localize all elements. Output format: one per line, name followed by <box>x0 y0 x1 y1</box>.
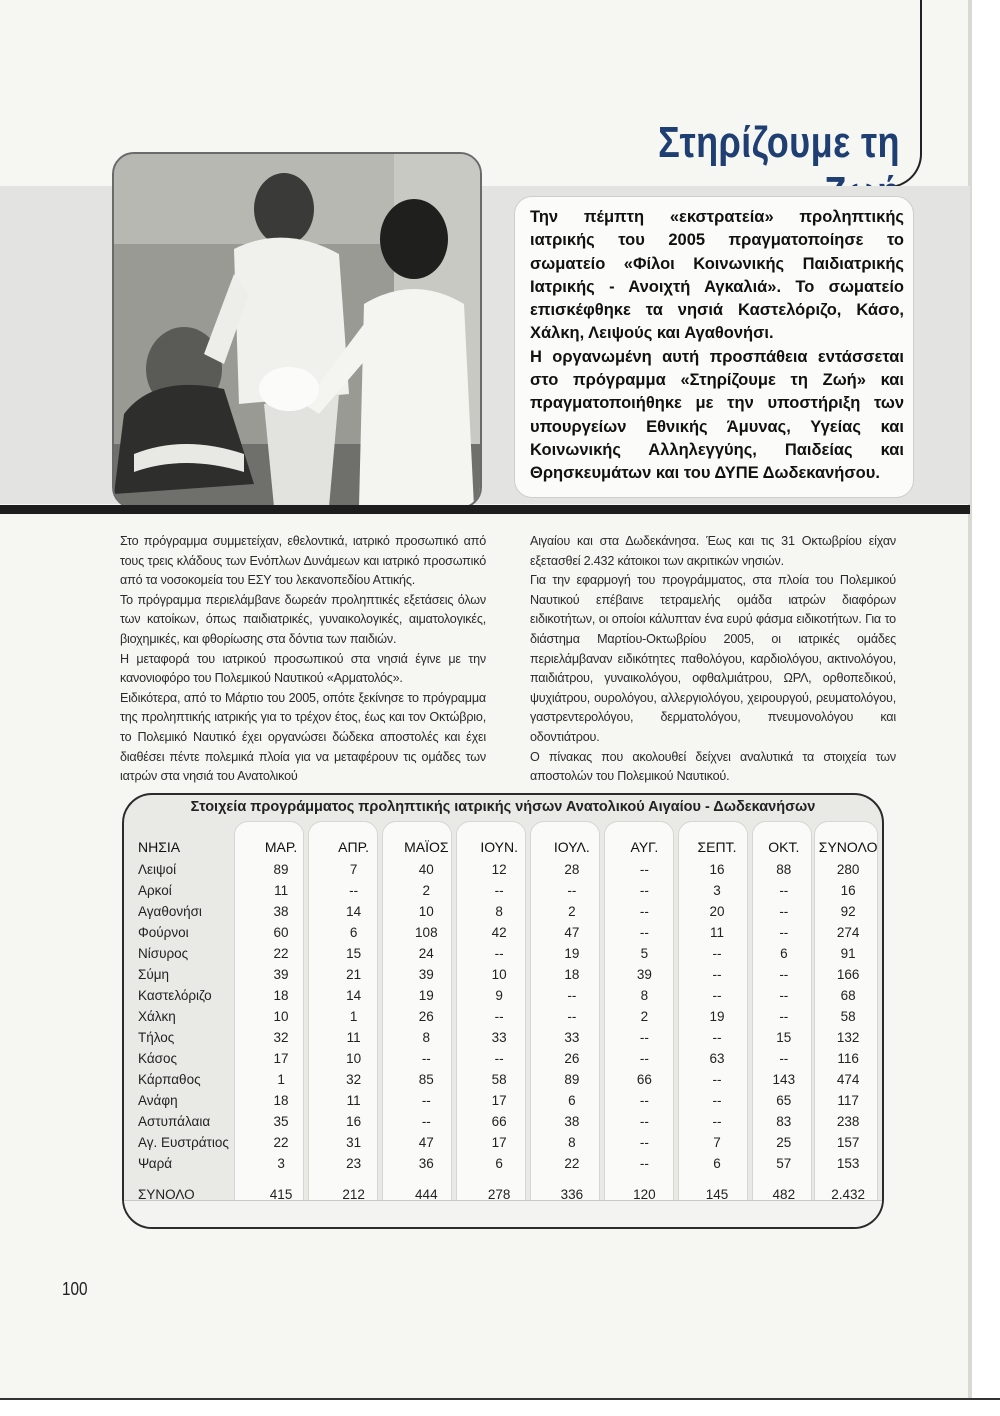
header-month: ΜΑΡ. <box>264 838 298 855</box>
intro-paragraph: Την πέμπτη «εκστρατεία» προληπτικής ιατρικής του 2005 πραγματοποίησε το σωματείο «Φίλοι Κοινωνικής Παιδιατρικής Ιατρικής - Ανοιχτή Αγκαλιά». Το σωματείο επισκέφθηκε τα νησιά Καστελόριζο, Κάσο, Χάλκη, Λειψούς και Αγαθονήσι. <box>530 208 904 343</box>
value-cell: 68 <box>840 988 856 1003</box>
value-cell: 2.432 <box>831 1187 866 1202</box>
value-cell: 65 <box>776 1093 792 1108</box>
table-row <box>124 964 882 985</box>
value-cell: 280 <box>836 862 860 877</box>
value-cell: 92 <box>840 904 856 919</box>
value-cell: 33 <box>491 1030 507 1045</box>
value-cell: 10 <box>273 1009 289 1024</box>
value-cell: 482 <box>772 1187 796 1202</box>
value-cell: -- <box>779 925 789 940</box>
value-cell: 8 <box>640 988 649 1003</box>
value-cell: 2 <box>640 1009 649 1024</box>
value-cell: -- <box>567 883 577 898</box>
header-month: ΑΠΡ. <box>338 838 370 855</box>
value-cell: 39 <box>418 967 434 982</box>
value-cell: 66 <box>636 1072 652 1087</box>
island-name-cell: Λειψοί <box>138 862 177 877</box>
body-paragraph: Στο πρόγραμμα συμμετείχαν, εθελοντικά, ιατρικό προσωπικό από τους τρεις κλάδους των Ενόπλων Δυνάμεων και ιατρικό προσωπικό από τα νοσοκομεία του ΕΣΥ του λεκανοπεδίου Αττικής. <box>120 534 486 588</box>
value-cell: 33 <box>564 1030 580 1045</box>
value-cell: 5 <box>640 946 649 961</box>
value-cell: 25 <box>776 1135 792 1150</box>
table-row <box>124 1027 882 1048</box>
island-name-cell: Σύμη <box>138 967 170 982</box>
value-cell: 7 <box>349 862 358 877</box>
table-row <box>124 1153 882 1174</box>
value-cell: 8 <box>495 904 503 919</box>
value-cell: -- <box>779 1009 789 1024</box>
value-cell: 116 <box>837 1051 859 1066</box>
value-cell: 85 <box>418 1072 434 1087</box>
value-cell: 20 <box>709 904 725 919</box>
island-name-cell: Αρκοί <box>138 883 172 898</box>
body-paragraph: Αιγαίου και στα Δωδεκάνησα. Έως και τις 31 Οκτωβρίου είχαν εξετασθεί 2.432 κάτοικοι των ακριτικών νησιών. <box>530 534 896 568</box>
value-cell: 274 <box>836 925 860 940</box>
value-cell: 26 <box>564 1051 580 1066</box>
body-paragraph: Το πρόγραμμα περιελάμβανε δωρεάν προληπτικές εξετάσεις όλων των κατοίκων, όπως παιδιατρικές, γυναικολογικές, αιματολογικές, βιοχημικές, και φθορίωσης στα δόντια των παιδιών. <box>120 592 486 646</box>
value-cell: 6 <box>495 1156 503 1171</box>
value-cell: -- <box>494 1009 504 1024</box>
value-cell: -- <box>712 1114 722 1129</box>
table-row <box>124 1048 882 1069</box>
value-cell: -- <box>712 1030 722 1045</box>
value-cell: -- <box>639 925 649 940</box>
body-column-right <box>530 532 896 787</box>
header-month: ΣΕΠΤ. <box>697 838 737 855</box>
table-row <box>124 922 882 943</box>
table-row <box>124 1006 882 1027</box>
value-cell: 89 <box>564 1072 580 1087</box>
islands-table <box>124 835 882 1205</box>
value-cell: 22 <box>273 946 289 961</box>
value-cell: -- <box>494 1051 504 1066</box>
table-row <box>124 1132 882 1153</box>
body-paragraph: Για την εφαρμογή του προγράμματος, στα πλοία του Πολεμικού Ναυτικού επέβαινε τετραμελής ομάδα ιατρών διαφόρων ειδικοτήτων, οι οποίοι κάλυπταν ένα ευρύ φάσμα ειδικοτήτων. Για το διάστημα Μαρτίου-Οκτωβρίου 2005, οι ιατρικές ομάδες περιελάμβαναν ειδικότητες παθολόγου, καρδιολόγου, ακτινολόγου, παιδιάτρου, γυναικολόγου, οφθαλμιάτρου, ΩΡΛ, ορθοπεδικού, ψυχιάτρου, ουρολόγου, αλλεργιολόγου, χειρουργού, ρευματολόγου, γαστρεντερολόγου, δερματολόγου, πνευμονολόγου και οδοντιάτρου. <box>530 573 896 744</box>
value-cell: -- <box>639 1114 649 1129</box>
table-row <box>124 859 882 880</box>
intro-paragraph: Η οργανωμένη αυτή προσπάθεια εντάσσεται στο πρόγραμμα «Στηρίζουμε τη Ζωή» και πραγματοποιήθηκε με την υποστήριξη των υπουργείων Εθνικής Άμυνας, Υγείας και Κοινωνικής Αλληλεγγύης, Παιδείας και Θρησκευμάτων και του ΔΥΠΕ Δωδεκανήσου. <box>530 347 904 483</box>
value-cell: 21 <box>346 967 362 982</box>
data-table-panel <box>122 793 884 1229</box>
value-cell: 66 <box>491 1114 507 1129</box>
value-cell: -- <box>349 883 359 898</box>
photo-medical-exam <box>112 152 482 509</box>
island-name-cell: Αγαθονήσι <box>138 904 202 919</box>
body-column-left <box>120 532 486 787</box>
value-cell: 22 <box>564 1156 580 1171</box>
table-row <box>124 1090 882 1111</box>
header-month: ΟΚΤ. <box>768 838 800 855</box>
value-cell: 35 <box>273 1114 289 1129</box>
value-cell: 166 <box>836 967 860 982</box>
value-cell: 47 <box>418 1135 434 1150</box>
value-cell: 18 <box>273 1093 289 1108</box>
value-cell: 58 <box>840 1009 856 1024</box>
value-cell: -- <box>639 1135 649 1150</box>
value-cell: 11 <box>274 883 289 898</box>
value-cell: 11 <box>346 1093 361 1108</box>
value-cell: 24 <box>418 946 434 961</box>
value-cell: 2 <box>568 904 576 919</box>
value-cell: 40 <box>418 862 434 877</box>
value-cell: -- <box>712 1093 722 1108</box>
header-month: ΙΟΥΝ. <box>480 838 518 855</box>
value-cell: 10 <box>491 967 507 982</box>
value-cell: -- <box>639 862 649 877</box>
intro-text <box>530 206 904 486</box>
value-cell: -- <box>639 1156 649 1171</box>
value-cell: 12 <box>491 862 507 877</box>
value-cell: 153 <box>836 1156 860 1171</box>
table-row <box>124 901 882 922</box>
value-cell: 57 <box>776 1156 792 1171</box>
value-cell: -- <box>494 946 504 961</box>
value-cell: 11 <box>346 1030 361 1045</box>
value-cell: 31 <box>346 1135 362 1150</box>
section-divider <box>0 505 970 514</box>
value-cell: 83 <box>776 1114 792 1129</box>
value-cell: 15 <box>346 946 362 961</box>
body-paragraph: Ο πίνακας που ακολουθεί δείχνει αναλυτικά τα στοιχεία των αποστολών του Πολεμικού Ναυτικού. <box>530 749 896 784</box>
value-cell: 6 <box>568 1093 576 1108</box>
value-cell: 14 <box>346 904 362 919</box>
value-cell: 23 <box>346 1156 362 1171</box>
value-cell: 10 <box>418 904 434 919</box>
value-cell: 39 <box>273 967 289 982</box>
value-cell: -- <box>779 988 789 1003</box>
value-cell: -- <box>779 1051 789 1066</box>
table-row <box>124 1069 882 1090</box>
value-cell: 88 <box>776 862 792 877</box>
island-name-cell: Ψαρά <box>138 1156 173 1171</box>
value-cell: -- <box>421 1114 431 1129</box>
header-total: ΣΥΝΟΛΟ <box>818 838 878 855</box>
value-cell: 36 <box>418 1156 434 1171</box>
island-name-cell: Κάρπαθος <box>138 1072 201 1087</box>
island-name-cell: Τήλος <box>138 1030 175 1045</box>
island-name-cell: ΣΥΝΟΛΟ <box>138 1187 195 1202</box>
value-cell: 14 <box>346 988 362 1003</box>
value-cell: 17 <box>491 1135 507 1150</box>
value-cell: -- <box>639 1093 649 1108</box>
island-name-cell: Χάλκη <box>138 1009 176 1024</box>
value-cell: -- <box>779 967 789 982</box>
table-row <box>124 943 882 964</box>
value-cell: -- <box>421 1051 431 1066</box>
value-cell: 89 <box>273 862 289 877</box>
value-cell: 444 <box>415 1187 438 1202</box>
value-cell: 47 <box>564 925 580 940</box>
photo-illustration <box>114 154 480 507</box>
value-cell: 18 <box>564 967 580 982</box>
value-cell: -- <box>639 1051 649 1066</box>
header-month: ΑΥΓ. <box>630 838 659 855</box>
island-name-cell: Νίσυρος <box>138 946 189 961</box>
island-name-cell: Ανάφη <box>138 1093 178 1108</box>
value-cell: -- <box>639 883 649 898</box>
value-cell: 18 <box>273 988 289 1003</box>
value-cell: 238 <box>836 1114 860 1129</box>
value-cell: 120 <box>633 1187 656 1202</box>
value-cell: 8 <box>568 1135 576 1150</box>
value-cell: 117 <box>837 1093 859 1108</box>
header-month: ΙΟΥΛ. <box>553 838 590 855</box>
value-cell: -- <box>639 904 649 919</box>
value-cell: 11 <box>709 925 724 940</box>
page-number: 100 <box>62 1279 88 1299</box>
value-cell: 19 <box>709 1009 725 1024</box>
value-cell: -- <box>712 946 722 961</box>
value-cell: -- <box>712 1072 722 1087</box>
value-cell: -- <box>421 1093 431 1108</box>
value-cell: 38 <box>564 1114 580 1129</box>
body-paragraph: Η μεταφορά του ιατρικού προσωπικού στα νησιά έγινε με την κανονιοφόρο του Πολεμικού Ναυτικού «Αρματολός». <box>120 651 486 686</box>
value-cell: 8 <box>422 1030 431 1045</box>
value-cell: 145 <box>705 1187 729 1202</box>
value-cell: 28 <box>564 862 580 877</box>
page-title: Στηρίζουμε τη <box>658 118 900 167</box>
value-cell: -- <box>779 883 789 898</box>
table-row <box>124 880 882 901</box>
value-cell: 32 <box>346 1072 362 1087</box>
value-cell: 474 <box>836 1072 860 1087</box>
value-cell: 6 <box>713 1156 721 1171</box>
value-cell: 336 <box>560 1187 584 1202</box>
value-cell: 415 <box>269 1187 293 1202</box>
value-cell: 16 <box>840 883 856 898</box>
value-cell: -- <box>639 1030 649 1045</box>
value-cell: 10 <box>346 1051 362 1066</box>
value-cell: 212 <box>342 1187 365 1202</box>
page-bottom-edge <box>0 1398 1000 1416</box>
island-name-cell: Καστελόριζο <box>138 988 212 1003</box>
value-cell: 2 <box>422 883 431 898</box>
table-total-row <box>124 1174 882 1205</box>
value-cell: 15 <box>776 1030 792 1045</box>
value-cell: 7 <box>713 1135 721 1150</box>
island-name-cell: Αγ. Ευστράτιος <box>138 1135 229 1150</box>
value-cell: 143 <box>772 1072 796 1087</box>
value-cell: 32 <box>273 1030 289 1045</box>
header-month: ΜΑΪΟΣ <box>404 838 449 855</box>
value-cell: 3 <box>713 883 721 898</box>
value-cell: 91 <box>840 946 856 961</box>
value-cell: 16 <box>709 862 725 877</box>
header-islands: ΝΗΣΙΑ <box>138 838 181 855</box>
value-cell: -- <box>712 988 722 1003</box>
value-cell: 17 <box>273 1051 289 1066</box>
value-cell: 26 <box>418 1009 434 1024</box>
value-cell: -- <box>779 904 789 919</box>
island-name-cell: Φούρνοι <box>138 925 189 940</box>
island-name-cell: Αστυπάλαια <box>138 1114 211 1129</box>
value-cell: 132 <box>836 1030 860 1045</box>
value-cell: 278 <box>487 1187 511 1202</box>
value-cell: -- <box>567 988 577 1003</box>
value-cell: -- <box>712 967 722 982</box>
value-cell: 39 <box>636 967 652 982</box>
value-cell: 60 <box>273 925 289 940</box>
value-cell: -- <box>567 1009 577 1024</box>
value-cell: 42 <box>491 925 507 940</box>
table-header-row <box>124 835 882 859</box>
value-cell: 58 <box>491 1072 507 1087</box>
value-cell: 17 <box>491 1093 507 1108</box>
body-paragraph: Ειδικότερα, από το Μάρτιο του 2005, οπότε ξεκίνησε το πρόγραμμα της προληπτικής ιατρικής για το τρέχον έτος, έως και τον Οκτώβριο, το Πολεμικό Ναυτικό έχει οργανώσει δώδεκα αποστολές και έχει διαθέσει πέντε πολεμικά πλοία για να μεταφέρουν τις ομάδες των ιατρών στα νησιά του Ανατολικού <box>120 690 486 784</box>
value-cell: 6 <box>349 925 358 940</box>
table-title: Στοιχεία προγράμματος προληπτικής ιατρικής νήσων Ανατολικού Αιγαίου - Δωδεκανήσων <box>190 799 816 815</box>
value-cell: 157 <box>836 1135 860 1150</box>
value-cell: 1 <box>349 1009 358 1024</box>
value-cell: 19 <box>564 946 580 961</box>
value-cell: 22 <box>273 1135 289 1150</box>
value-cell: 1 <box>277 1072 285 1087</box>
table-row <box>124 1111 882 1132</box>
island-name-cell: Κάσος <box>138 1051 177 1066</box>
table-row <box>124 985 882 1006</box>
value-cell: 19 <box>418 988 434 1003</box>
value-cell: 9 <box>495 988 503 1003</box>
value-cell: 6 <box>780 946 788 961</box>
value-cell: 108 <box>415 925 438 940</box>
value-cell: 38 <box>273 904 289 919</box>
value-cell: -- <box>494 883 504 898</box>
value-cell: 63 <box>709 1051 725 1066</box>
value-cell: 3 <box>277 1156 285 1171</box>
value-cell: 16 <box>346 1114 362 1129</box>
